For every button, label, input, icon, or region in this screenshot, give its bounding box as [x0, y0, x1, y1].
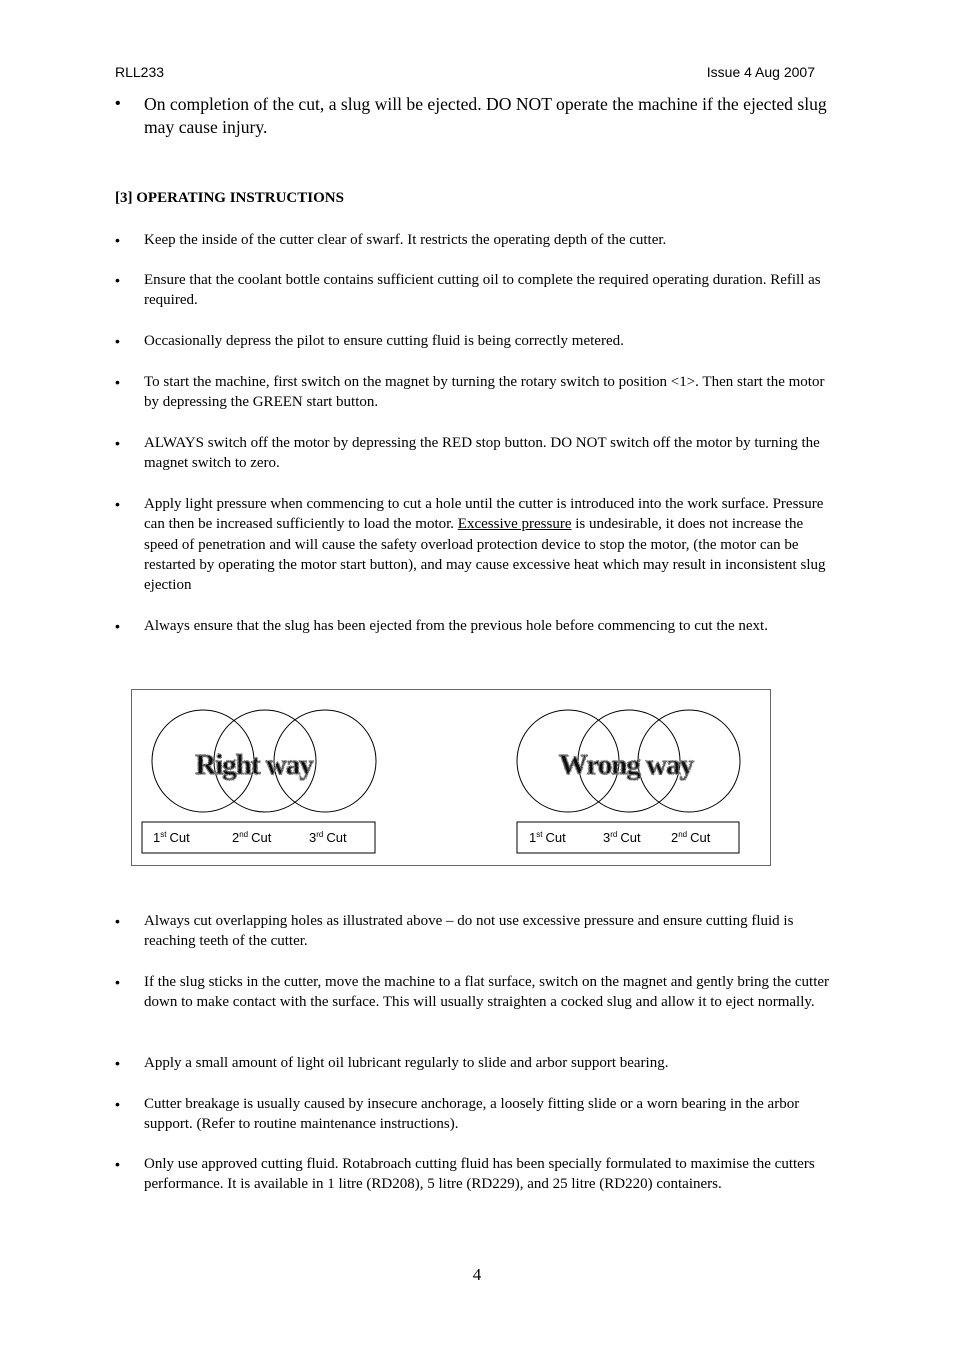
right-way-title: Right way	[195, 749, 313, 781]
list-item	[115, 972, 830, 1013]
wrong-way-title: Wrong way	[558, 749, 694, 781]
bullet-marker: •	[115, 1156, 120, 1172]
page-number: 4	[472, 1265, 482, 1284]
list-item-text: To start the machine, first switch on the magnet by turning the rotary switch to position <1>. Then start the motor by depressing the GREEN start button.	[144, 374, 825, 411]
list-item	[115, 1053, 830, 1073]
bullet-marker: •	[115, 974, 120, 990]
cut-label: 2nd Cut	[671, 830, 711, 845]
bullet-marker: •	[115, 374, 120, 390]
section-heading: [3] OPERATING INSTRUCTIONS	[115, 190, 344, 206]
list-item	[115, 270, 830, 311]
list-item	[115, 230, 830, 250]
text-run: Apply light pressure when commencing to cut a hole until the cutter is introduced into the work surface. Pressure can then be increased sufficiently to load the motor.	[144, 496, 824, 533]
cut-label: 2nd Cut	[232, 830, 272, 845]
list-item-text: Cutter breakage is usually caused by insecure anchorage, a loosely fitting slide or a worn bearing in the arbor support. (Refer to routine maintenance instructions).	[144, 1096, 800, 1133]
cut-label: 3rd Cut	[603, 830, 641, 845]
bullet-marker: •	[115, 333, 120, 349]
list-item	[115, 616, 830, 636]
list-item-text: Occasionally depress the pilot to ensure cutting fluid is being correctly metered.	[144, 333, 624, 349]
bullet-marker: •	[115, 496, 120, 512]
list-item	[115, 372, 830, 413]
bullet-marker: •	[115, 1055, 120, 1071]
cut-label: 1st Cut	[529, 830, 566, 845]
doc-id: RLL233	[115, 64, 165, 80]
bullet-marker: •	[115, 95, 121, 112]
list-item-text: Always ensure that the slug has been ejected from the previous hole before commencing to cut the next.	[144, 618, 768, 634]
list-item-text: ALWAYS switch off the motor by depressing the RED stop button. DO NOT switch off the motor by turning the magnet switch to zero.	[144, 435, 820, 472]
bullet-marker: •	[115, 913, 120, 929]
bullet-marker: •	[115, 618, 120, 634]
text-run: is undesirable, it does not increase the speed of penetration and will cause the safety overload protection device to stop the motor, (the motor can be restarted by operating the motor start button), and may cause excessive heat which may result in inconsistent slug ejection	[144, 516, 826, 594]
list-item	[115, 911, 830, 952]
cut-label: 1st Cut	[153, 830, 190, 845]
list-item	[115, 433, 830, 474]
issue-date: Issue 4 Aug 2007	[706, 64, 815, 80]
bullet-marker: •	[115, 272, 120, 288]
bullet-marker: •	[115, 435, 120, 451]
list-item-text: Keep the inside of the cutter clear of swarf. It restricts the operating depth of the cutter.	[144, 232, 667, 248]
list-item-text: Only use approved cutting fluid. Rotabroach cutting fluid has been specially formulated to maximise the cutters performance. It is available in 1 litre (RD208), 5 litre (RD229), and 25 litre (RD220) containers.	[144, 1156, 815, 1193]
list-item	[115, 1154, 830, 1195]
list-item	[115, 331, 830, 351]
bullet-marker: •	[115, 1096, 120, 1112]
underlined-text: Excessive pressure	[457, 516, 572, 533]
list-item-text: On completion of the cut, a slug will be ejected. DO NOT operate the machine if the ejected slug may cause injury.	[144, 94, 827, 137]
list-item-text: Apply a small amount of light oil lubricant regularly to slide and arbor support bearing.	[144, 1055, 669, 1071]
list-item-text: If the slug sticks in the cutter, move the machine to a flat surface, switch on the magnet and gently bring the cutter down to make contact with the surface. This will usually straighten a cocked slug and allow it to eject normally.	[144, 974, 830, 1011]
list-item-text	[144, 494, 830, 595]
cutting-sequence-figure	[131, 689, 771, 866]
list-item	[115, 93, 830, 138]
bullet-marker: •	[115, 232, 120, 248]
list-item	[115, 494, 830, 595]
list-item-text: Always cut overlapping holes as illustrated above – do not use excessive pressure and ensure cutting fluid is reaching teeth of the cutter.	[144, 913, 794, 950]
list-item-text: Ensure that the coolant bottle contains sufficient cutting oil to complete the required operating duration. Refill as required.	[144, 272, 821, 309]
cut-label: 3rd Cut	[309, 830, 347, 845]
list-item	[115, 1094, 830, 1135]
figure-drawing	[132, 690, 770, 865]
